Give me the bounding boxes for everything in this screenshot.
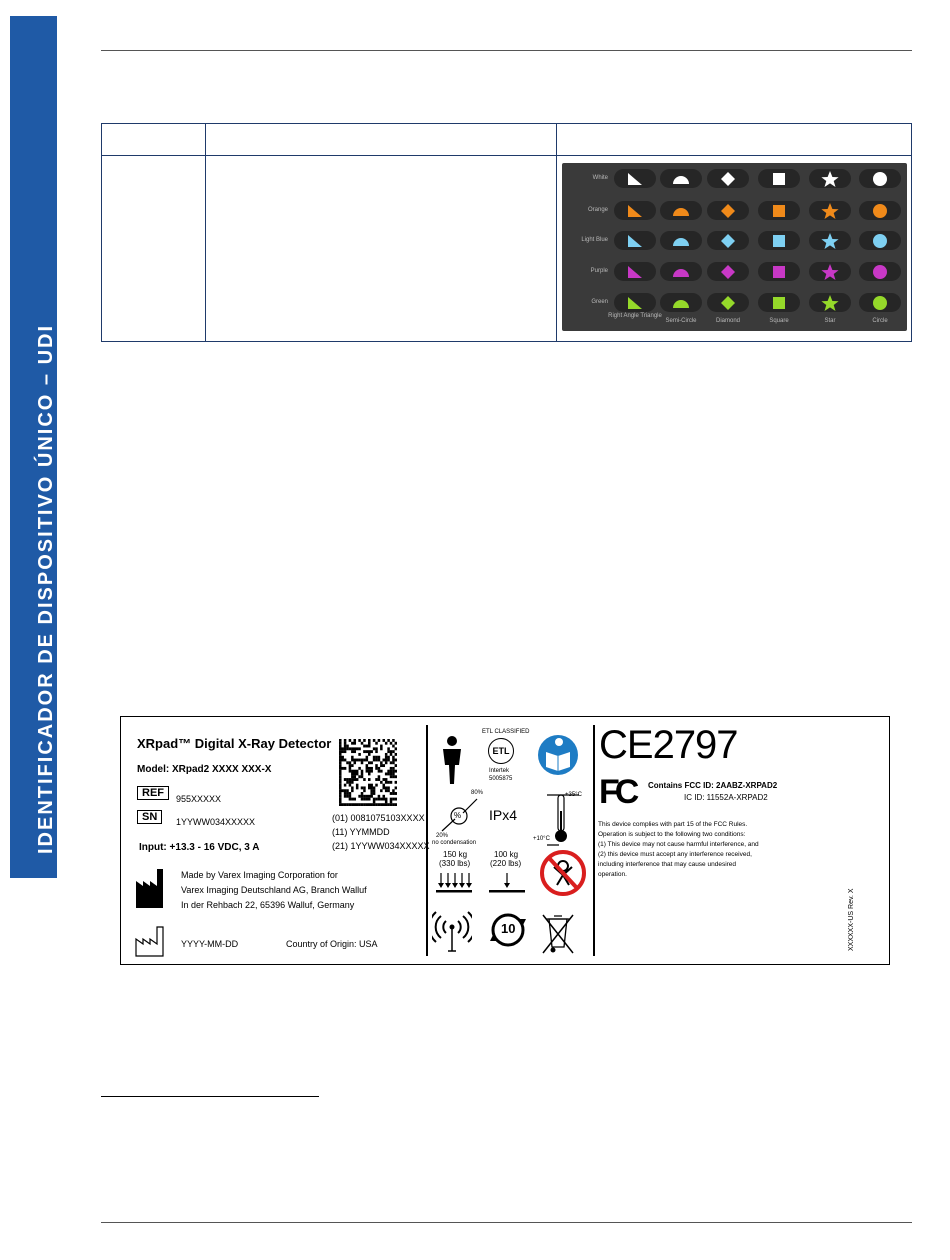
manufacturer-line: Made by Varex Imaging Corporation for: [181, 870, 338, 880]
non-ionizing-radiation-icon: [432, 911, 472, 953]
label-model: Model: XRpad2 XXXX XXX-X: [137, 764, 272, 775]
shape-swatch: [809, 201, 851, 220]
input-rating: Input: +13.3 - 16 VDC, 3 A: [139, 842, 260, 853]
revision-text: XXXXXX-US Rev. X: [848, 888, 855, 951]
sn-symbol: SN: [137, 810, 162, 824]
shape-label: Circle: [872, 318, 888, 324]
shape-label: Diamond: [715, 318, 740, 324]
shape-swatch: [707, 201, 749, 220]
shape-swatch: [614, 201, 656, 220]
manufacturer-line: Varex Imaging Deutschland AG, Branch Walluf: [181, 885, 367, 895]
fcc-text-line: including interference that may cause undesired: [598, 861, 737, 868]
datamatrix-code: [339, 739, 397, 806]
manufacture-date: YYYY-MM-DD: [181, 939, 239, 949]
fcc-text-line: (1) This device may not cause harmful interference, and: [598, 841, 759, 848]
table-header-row: [102, 124, 912, 156]
temperature-max: +35°C: [565, 792, 582, 798]
shape-label: Right Angle Triangle: [608, 313, 662, 319]
fcc-id: Contains FCC ID: 2AABZ-XRPAD2: [648, 781, 778, 790]
shape-swatch: [758, 262, 800, 281]
shape-swatch: [660, 293, 702, 312]
table-cell: [206, 156, 557, 342]
udi-line: (21) 1YYWW034XXXXX: [332, 841, 430, 851]
etl-number-text: 5005875: [489, 776, 513, 782]
shape-swatch: [809, 169, 851, 188]
shape-swatch: [859, 231, 901, 250]
shape-swatch: [707, 262, 749, 281]
etl-classified-text: ETL CLASSIFIED: [482, 729, 530, 735]
fcc-mark: FC: [599, 773, 635, 811]
load-limit-1-lbs: (330 lbs): [439, 859, 471, 868]
etl-mark-icon: ETL: [488, 738, 514, 764]
manufacturer-line: In der Rehbach 22, 65396 Walluf, Germany: [181, 900, 355, 910]
point-load-icon: [489, 873, 525, 895]
table-header-cell: [557, 124, 912, 156]
color-row-label: Orange: [587, 207, 608, 213]
shape-swatch: [707, 169, 749, 188]
color-row-label: Light Blue: [581, 237, 608, 243]
shape-swatch: [859, 201, 901, 220]
sn-value: 1YYWW034XXXXX: [176, 817, 256, 827]
shape-swatch: [758, 231, 800, 250]
ce-mark: CE2797: [599, 723, 738, 767]
ip-rating: IPx4: [489, 807, 518, 823]
shape-swatch: [859, 293, 901, 312]
udi-line: (11) YYMMDD: [332, 827, 390, 837]
date-of-manufacture-icon: [135, 925, 165, 957]
sidebar-title: IDENTIFICADOR DE DISPOSITIVO ÚNICO – UDI: [35, 323, 57, 854]
udi-line: (01) 0081075103XXXX: [332, 813, 425, 823]
device-label: [120, 716, 890, 965]
shape-swatch: [809, 293, 851, 312]
ref-symbol: REF: [137, 786, 169, 800]
weee-icon: [541, 913, 575, 955]
load-limit-1-kg: 150 kg: [443, 850, 468, 859]
distributed-load-icon: [436, 873, 472, 895]
fcc-text-line: This device complies with part 15 of the FCC Rules.: [598, 821, 748, 828]
shape-swatch: [809, 231, 851, 250]
table-header-cell: [206, 124, 557, 156]
footnote-rule: [101, 1096, 319, 1097]
epup-value: 10: [501, 921, 516, 936]
color-row-label: White: [592, 175, 608, 181]
type-b-applied-part-icon: [439, 735, 465, 785]
shape-swatch: [660, 169, 702, 188]
humidity-note: no condensation: [432, 840, 477, 846]
shape-swatch: [758, 201, 800, 220]
top-rule: [101, 50, 912, 51]
fcc-text-line: (2) this device must accept any interference received,: [598, 851, 752, 858]
shape-swatch: [707, 293, 749, 312]
fcc-text-line: operation.: [598, 871, 627, 878]
shape-label: Square: [769, 318, 789, 324]
shape-swatch: [758, 169, 800, 188]
shape-swatch: [614, 169, 656, 188]
shape-swatch: [859, 262, 901, 281]
label-title: XRpad™ Digital X-Ray Detector: [137, 736, 332, 751]
shape-swatch: [614, 293, 656, 312]
label-divider: [593, 725, 595, 956]
shape-swatch: [758, 293, 800, 312]
table-cell: [102, 156, 206, 342]
humidity-max: 80%: [471, 790, 484, 796]
load-limit-2-lbs: (220 lbs): [490, 859, 522, 868]
shape-swatch: [859, 169, 901, 188]
color-row-label: Purple: [590, 268, 608, 274]
shape-swatch: [614, 231, 656, 250]
shape-swatch: [660, 201, 702, 220]
shape-swatch: [809, 262, 851, 281]
ic-id: IC ID: 11552A-XRPAD2: [684, 793, 768, 802]
load-limit-2-kg: 100 kg: [494, 850, 519, 859]
color-row-label: Green: [591, 299, 608, 305]
etl-intertek-text: Intertek: [489, 768, 510, 774]
fcc-text-line: Operation is subject to the following two conditions:: [598, 831, 746, 838]
shape-swatch: [660, 231, 702, 250]
humidity-min: 20%: [436, 833, 449, 839]
shape-swatch: [707, 231, 749, 250]
table-header-cell: [102, 124, 206, 156]
read-manual-icon: [537, 731, 579, 779]
shape-swatch: [660, 262, 702, 281]
bottom-rule: [101, 1222, 912, 1223]
temperature-min: +10°C: [533, 836, 550, 842]
shape-swatch: [614, 262, 656, 281]
manufacturer-icon: [135, 867, 165, 909]
shape-label: Semi-Circle: [665, 318, 697, 324]
no-radiation-icon: [540, 849, 586, 901]
country-of-origin: Country of Origin: USA: [286, 939, 378, 949]
color-shape-chart: [562, 163, 907, 331]
humidity-symbol: %: [454, 811, 462, 820]
ref-value: 955XXXXX: [176, 794, 222, 804]
shape-label: Star: [824, 318, 836, 324]
